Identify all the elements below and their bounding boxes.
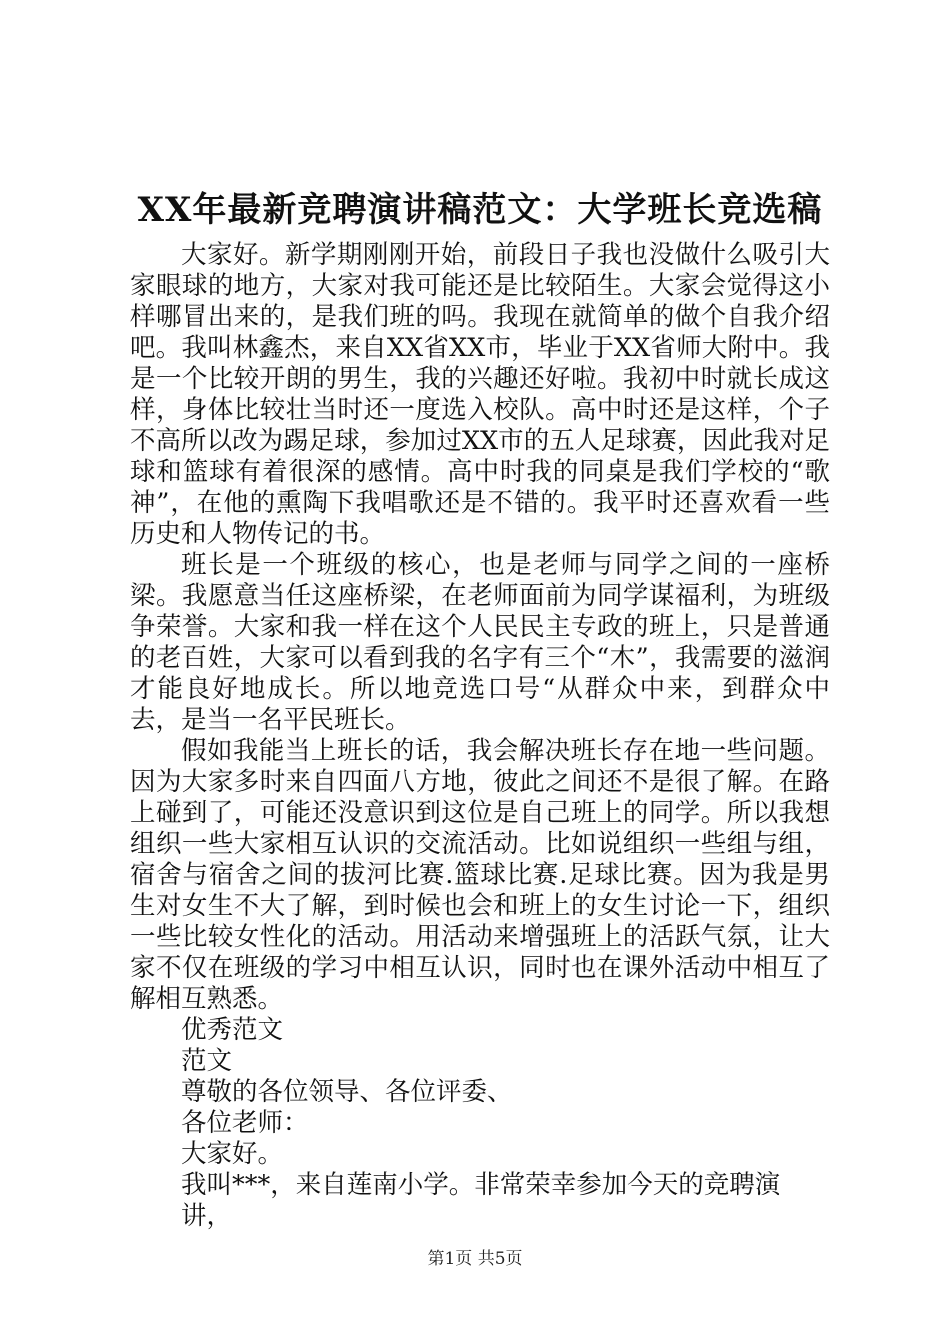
page-footer: 第1页 共5页 [427,1249,523,1269]
line-sample: 范文 [181,1046,233,1076]
line-salutation-teachers: 各位老师： [181,1108,309,1138]
document-body [130,240,830,1232]
document-page [130,180,830,1232]
paragraph-role: 班长是一个班级的核心，也是老师与同学之间的一座桥梁。我愿意当任这座桥梁，在老师面前为同学谋福利，为班级争荣誉。大家和我一样在这个人民民主专政的班上，只是普通的老百姓，大家可以看到我的名字有三个“木”，我需要的滋润才能良好地成长。所以地竞选口号“从群众中来，到群众中去，是当一名平民班长。 [130,550,830,735]
line-self-intro: 我叫***，来自莲南小学。非常荣幸参加今天的竞聘演讲， [181,1170,781,1231]
line-salutation-leaders: 尊敬的各位领导、各位评委、 [181,1077,513,1107]
paragraph-intro: 大家好。新学期刚刚开始，前段日子我也没做什么吸引大家眼球的地方，大家对我可能还是比较陌生。大家会觉得这小样哪冒出来的，是我们班的吗。我现在就简单的做个自我介绍吧。我叫林鑫杰，来自XX省XX市，毕业于XX省师大附中。我是一个比较开朗的男生，我的兴趣还好啦。我初中时就长成这样，身体比较壮当时还一度选入校队。高中时还是这样，个子不高所以改为踢足球，参加过XX市的五人足球赛，因此我对足球和篮球有着很深的感情。高中时我的同桌是我们学校的“歌神”，在他的熏陶下我唱歌还是不错的。我平时还喜欢看一些历史和人物传记的书。 [130,240,830,549]
line-greeting: 大家好。 [181,1139,284,1169]
paragraph-plan: 假如我能当上班长的话，我会解决班长存在地一些问题。因为大家多时来自四面八方地，彼此之间还不是很了解。在路上碰到了，可能还没意识到这位是自己班上的同学。所以我想组织一些大家相互认识的交流活动。比如说组织一些组与组，宿舍与宿舍之间的拔河比赛.篮球比赛.足球比赛。因为我是男生对女生不大了解，到时候也会和班上的女生讨论一下，组织一些比较女性化的活动。用活动来增强班上的活跃气氛，让大家不仅在班级的学习中相互认识，同时也在课外活动中相互了解相互熟悉。 [130,736,830,1014]
line-excellent-sample: 优秀范文 [181,1015,284,1045]
document-title: XX年最新竞聘演讲稿范文：大学班长竞选稿 [137,190,823,230]
